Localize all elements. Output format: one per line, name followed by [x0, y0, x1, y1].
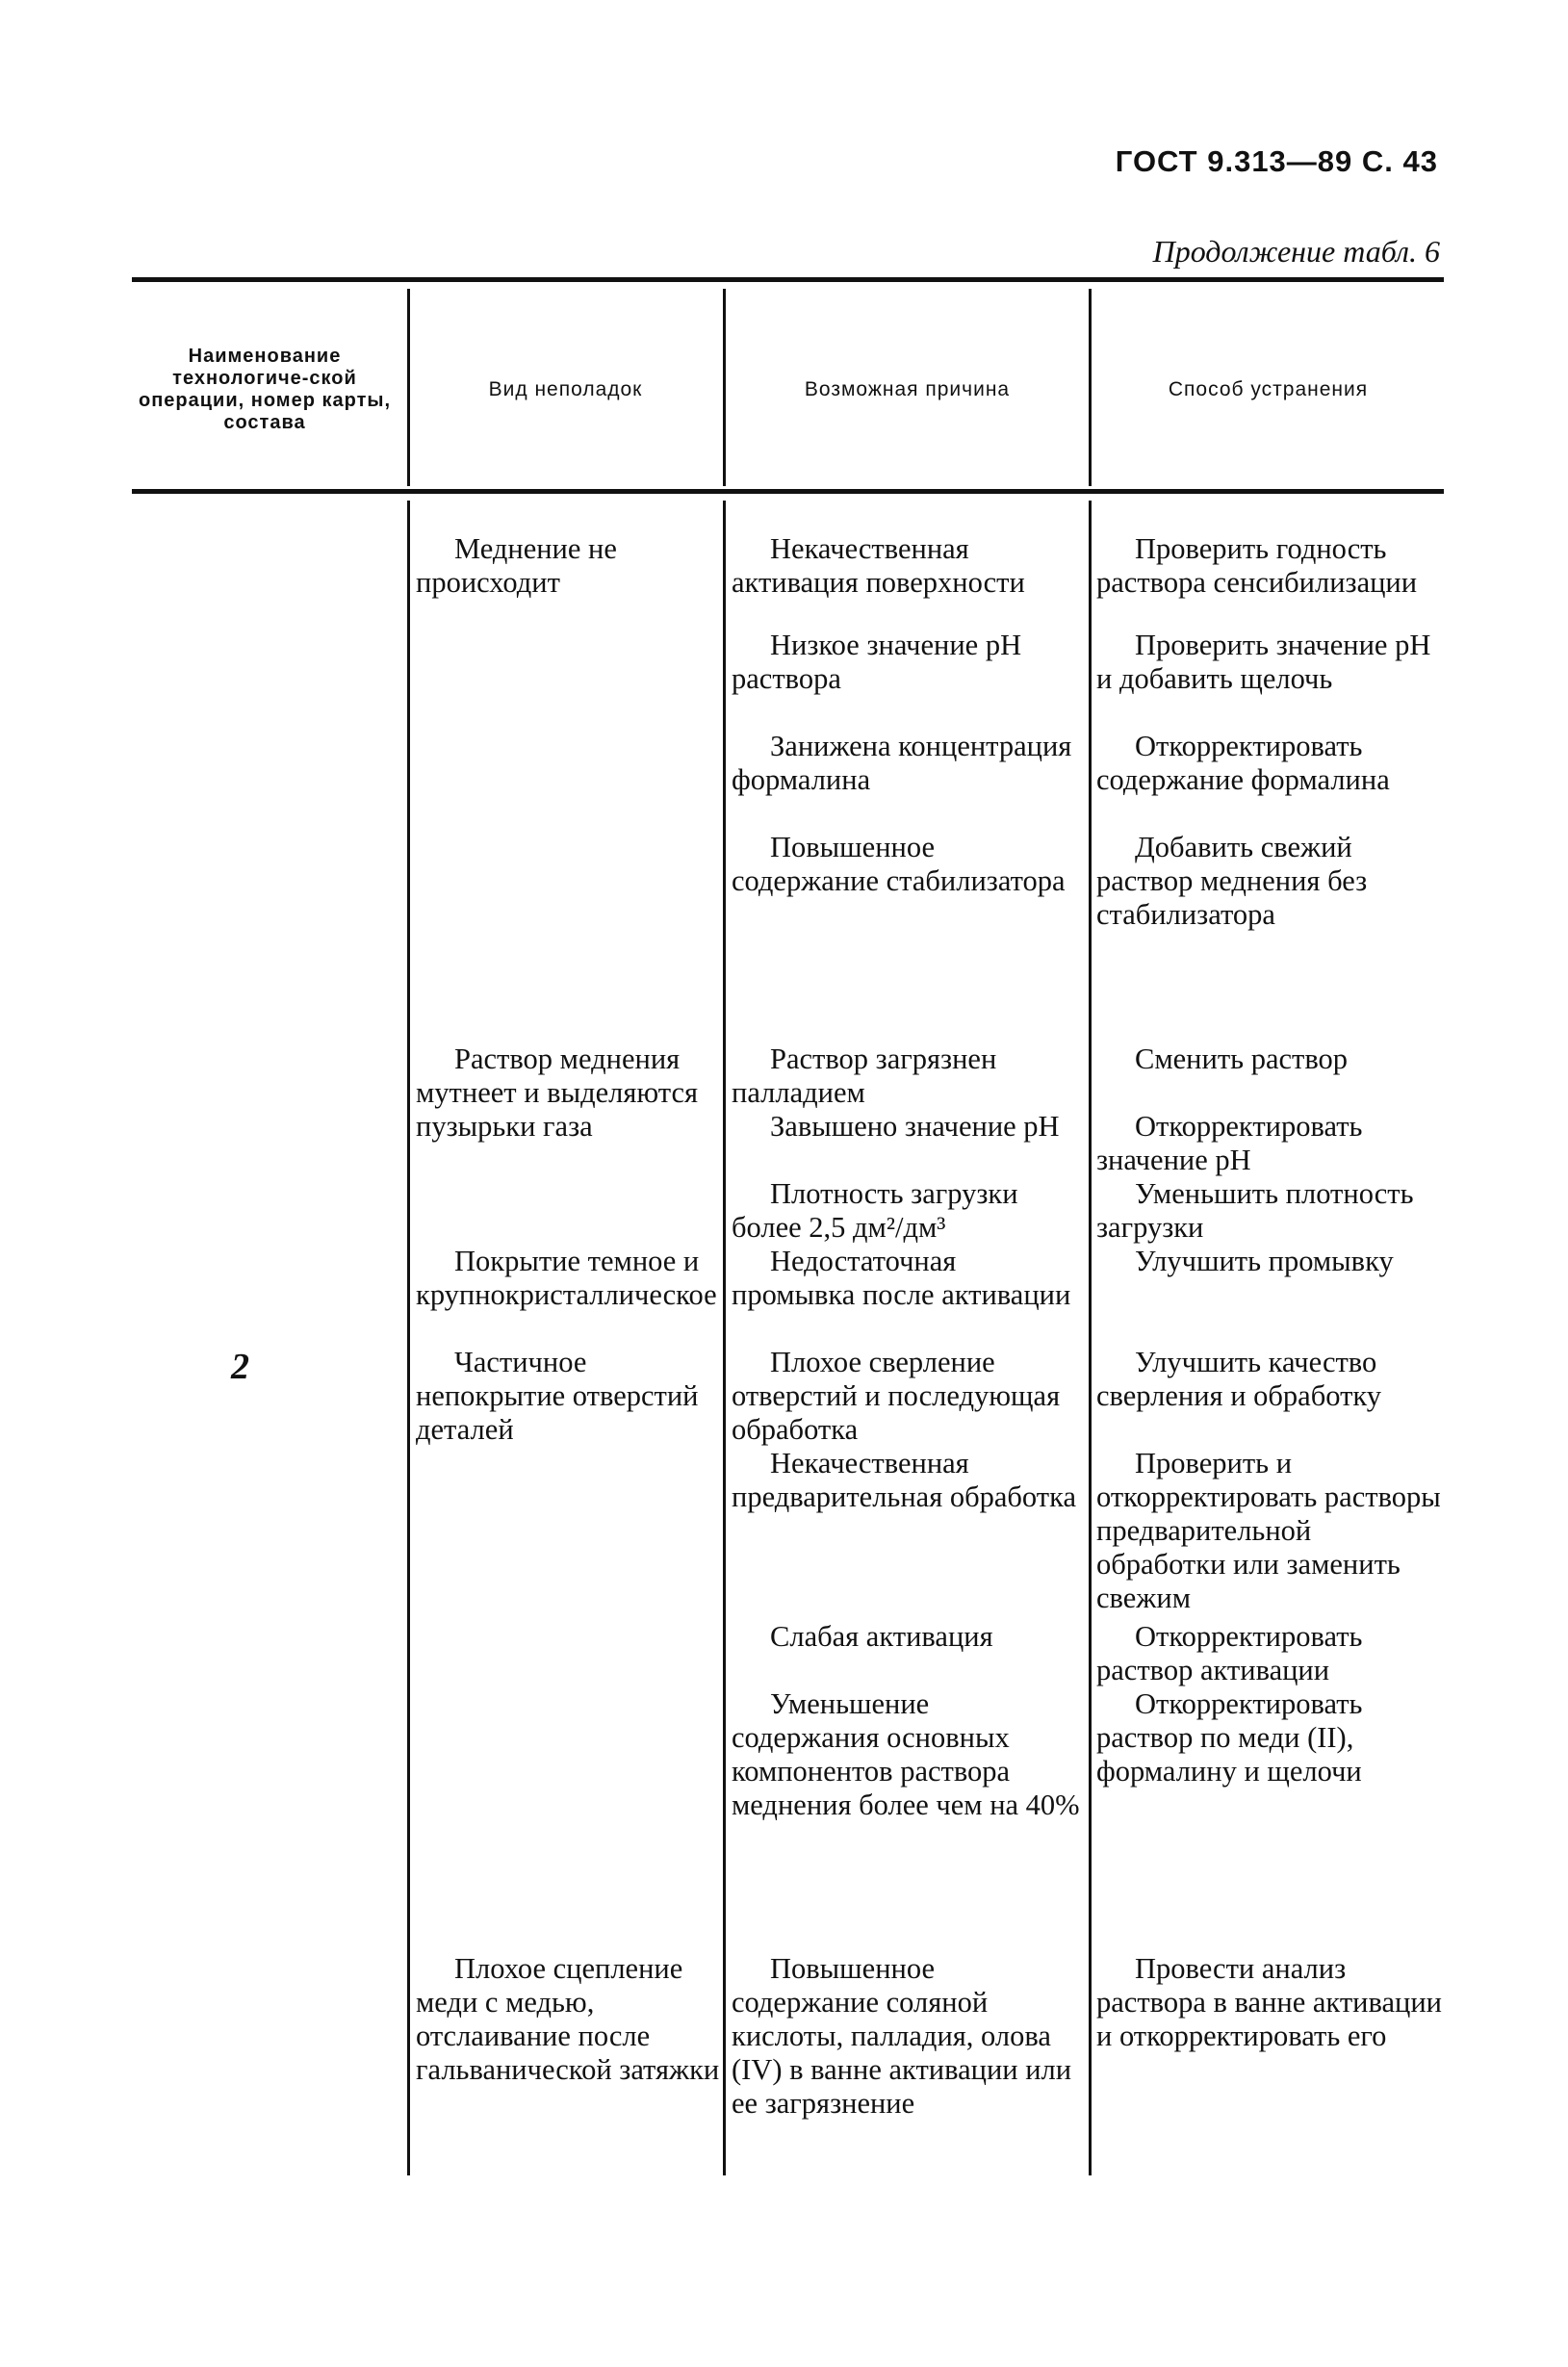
column-header-operation: Наименование технологиче-ской операции, номер карты, состава	[139, 346, 391, 433]
defect-text: Покрытие темное и крупнокристаллическое	[416, 1245, 717, 1311]
cause-cell	[732, 1687, 1084, 1822]
defect-text: Частичное непокрытие отверстий деталей	[416, 1346, 699, 1446]
cause-cell	[732, 1042, 1084, 1110]
remedy-cell	[1096, 1687, 1448, 1788]
table-top-rule	[132, 277, 1444, 282]
table-header-rule	[132, 489, 1444, 494]
cause-text: Некачественная активация поверхности	[732, 532, 1025, 599]
defect-cell	[416, 532, 720, 600]
column-divider-2-body	[723, 501, 726, 2175]
cause-text: Завышено значение pH	[770, 1110, 1060, 1143]
remedy-text: Откорректировать содержание формалина	[1096, 730, 1390, 796]
remedy-text: Откорректировать значение pH	[1096, 1110, 1363, 1176]
remedy-text: Откорректировать раствор по меди (II), формалину и щелочи	[1096, 1687, 1363, 1788]
remedy-text: Добавить свежий раствор меднения без стабилизатора	[1096, 831, 1368, 931]
card-number: 2	[231, 1347, 249, 1387]
table-continuation-caption: Продолжение табл. 6	[1152, 234, 1440, 269]
column-divider-3-body	[1089, 501, 1092, 2175]
remedy-cell	[1096, 1245, 1448, 1278]
column-header-defect: Вид неполадок	[488, 377, 643, 400]
cause-cell	[732, 629, 1084, 696]
remedy-text: Проверить годность раствора сенсибилизации	[1096, 532, 1418, 599]
cause-text: Слабая активация	[770, 1620, 993, 1653]
cause-cell	[732, 1952, 1084, 2121]
remedy-text: Улучшить промывку	[1135, 1245, 1394, 1277]
defect-text: Меднение не происходит	[416, 532, 617, 599]
remedy-text: Улучшить качество сверления и обработку	[1096, 1346, 1382, 1412]
remedy-cell	[1096, 629, 1448, 696]
remedy-cell	[1096, 532, 1448, 600]
cause-text: Низкое значение pH раствора	[732, 629, 1022, 695]
cause-text: Некачественная предварительная обработка	[732, 1447, 1076, 1513]
remedy-cell	[1096, 1447, 1448, 1615]
defect-text: Раствор меднения мутнеет и выделяются пузырьки газа	[416, 1042, 699, 1143]
cause-cell	[732, 532, 1084, 600]
cause-text: Уменьшение содержания основных компонентов раствора меднения более чем на 40%	[732, 1687, 1080, 1821]
column-header-remedy: Способ устранения	[1168, 377, 1369, 400]
remedy-text: Проверить и откорректировать растворы предварительной обработки или заменить свежим	[1096, 1447, 1441, 1614]
cause-text: Повышенное содержание соляной кислоты, палладия, олова (IV) в ванне активации или ее загрязнение	[732, 1952, 1072, 2120]
remedy-cell	[1096, 1952, 1448, 2053]
remedy-cell	[1096, 1346, 1448, 1413]
column-divider-2	[723, 289, 726, 486]
cause-text: Раствор загрязнен палладием	[732, 1042, 997, 1109]
column-divider-3	[1089, 289, 1092, 486]
column-header-cause: Возможная причина	[804, 377, 1011, 400]
cause-text: Повышенное содержание стабилизатора	[732, 831, 1066, 897]
remedy-cell	[1096, 730, 1448, 797]
cause-cell	[732, 1110, 1084, 1144]
remedy-text: Откорректировать раствор активации	[1096, 1620, 1363, 1686]
remedy-cell	[1096, 1177, 1448, 1245]
cause-cell	[732, 1177, 1084, 1245]
defect-cell	[416, 1042, 720, 1144]
cause-text: Занижена концентрация формалина	[732, 730, 1072, 796]
cause-cell	[732, 1245, 1084, 1312]
cause-text: Плотность загрузки более 2,5 дм²/дм³	[732, 1177, 1018, 1244]
cause-cell	[732, 1620, 1084, 1654]
column-divider-1	[407, 289, 410, 486]
cause-cell	[732, 1346, 1084, 1447]
defect-cell	[416, 1346, 720, 1447]
cause-cell	[732, 730, 1084, 797]
remedy-text: Проверить значение pH и добавить щелочь	[1096, 629, 1431, 695]
column-divider-1-body	[407, 501, 410, 2175]
remedy-cell	[1096, 1620, 1448, 1687]
remedy-text: Сменить раствор	[1135, 1042, 1349, 1075]
cause-text: Плохое сверление отверстий и последующая обработка	[732, 1346, 1061, 1446]
remedy-text: Уменьшить плотность загрузки	[1096, 1177, 1414, 1244]
remedy-cell	[1096, 1042, 1448, 1076]
remedy-cell	[1096, 1110, 1448, 1177]
cause-cell	[732, 1447, 1084, 1514]
defect-cell	[416, 1952, 720, 2087]
cause-text: Недостаточная промывка после активации	[732, 1245, 1071, 1311]
remedy-cell	[1096, 831, 1448, 932]
remedy-text: Провести анализ раствора в ванне активации и откорректировать его	[1096, 1952, 1442, 2052]
defect-cell	[416, 1245, 720, 1312]
page-header: ГОСТ 9.313—89 С. 43	[1115, 144, 1438, 178]
cause-cell	[732, 831, 1084, 898]
defect-text: Плохое сцепление меди с медью, отслаивание после гальванической затяжки	[416, 1952, 720, 2086]
